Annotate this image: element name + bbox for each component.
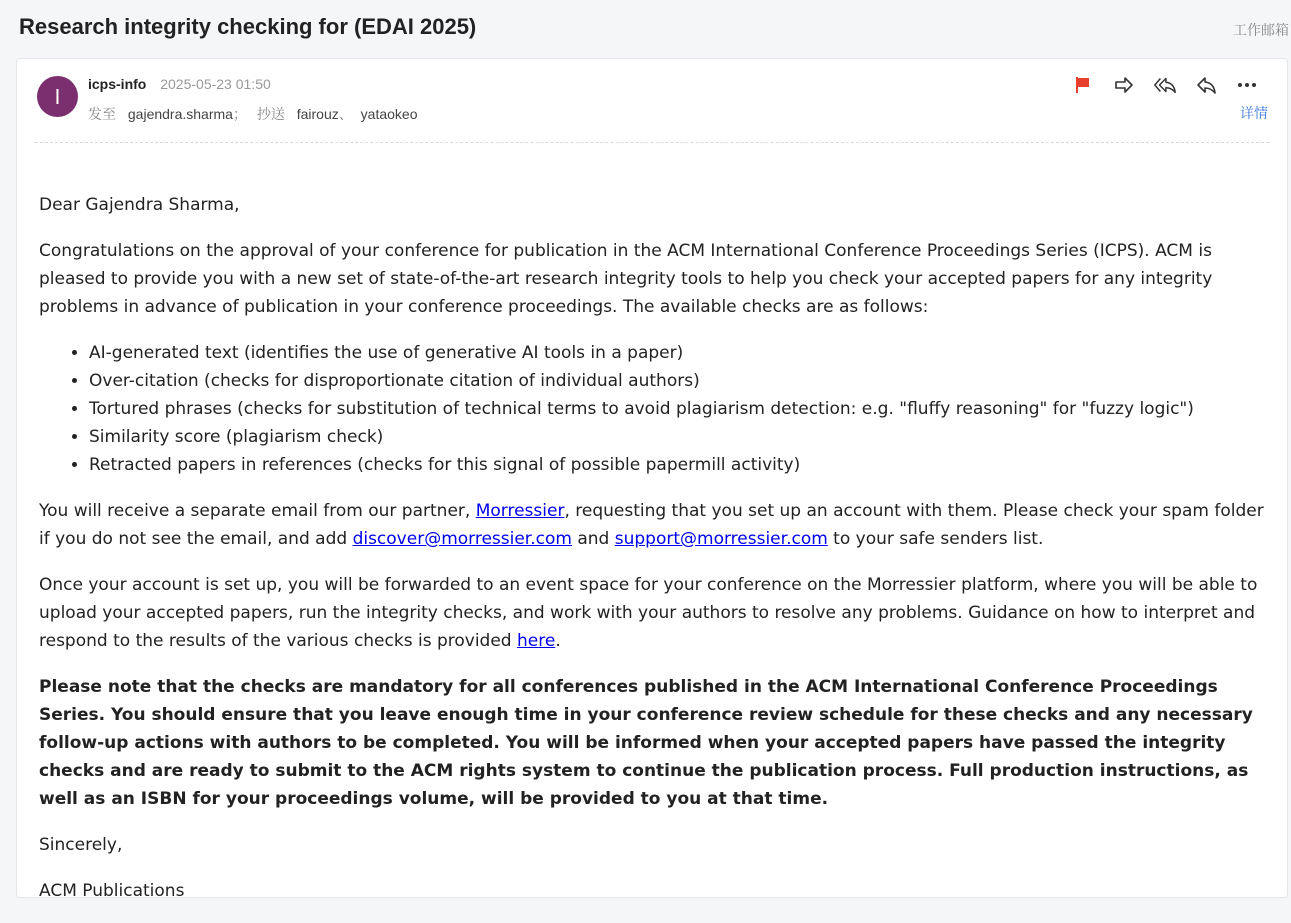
to-recipient[interactable]: gajendra.sharma — [127, 106, 233, 122]
to-label: 发至 — [88, 106, 116, 122]
flag-icon — [1074, 76, 1092, 94]
paragraph-text: to your safe senders list. — [827, 529, 1044, 549]
greeting: Dear Gajendra Sharma, — [39, 195, 240, 215]
signature: ACM Publications — [39, 881, 185, 901]
sender-line — [88, 76, 271, 92]
cc-label: 抄送 — [256, 106, 285, 122]
intro-paragraph: Congratulations on the approval of your conference for publication in the ACM International Conference Proceedings Series (ICPS). ACM is pleased to provide you with a new set of state-of-the-art research integrity tools to help you check your accepted papers for any integrity problems in advance of publication in your conference proceedings. The available checks are as follows: — [39, 241, 1213, 317]
list-item: • Similarity score (plagiarism check) — [89, 423, 1264, 451]
more-icon — [1237, 82, 1257, 88]
discover-email-link[interactable]: discover@morressier.com — [352, 529, 572, 549]
reply-all-icon — [1153, 75, 1177, 95]
closing: Sincerely, — [39, 835, 123, 855]
sender-name[interactable]: icps-info — [88, 76, 147, 92]
mandatory-note: Please note that the checks are mandatory for all conferences published in the ACM International Conference Proceedings Series. You should ensure that you leave enough time in your conference review schedule for these checks and any necessary follow-up actions with authors to be completed. You will be informed when your accepted papers have passed the integrity checks and are ready to submit to the ACM rights system to continue the publication process. Full production instructions, as well as an ISBN for your proceedings volume, will be provided to you at that time. — [39, 677, 1253, 809]
paragraph-text: Once your account is set up, you will be forwarded to an event space for your conference on the Morressier platform, where you will be able to upload your accepted papers, run the integrity checks, and work with your authors to resolve any problems. Guidance on how to interpret and respond to the results of the various checks is provided — [39, 575, 1258, 651]
mail-header-bar — [0, 0, 1291, 58]
reply-button[interactable] — [1194, 73, 1218, 97]
support-email-link[interactable]: support@morressier.com — [614, 529, 828, 549]
cc-recipient[interactable]: yataokeo — [360, 106, 418, 122]
paragraph-text: . — [555, 631, 561, 651]
account-paragraph — [39, 571, 1264, 655]
partner-paragraph — [39, 497, 1264, 553]
list-item: • AI-generated text (identifies the use of generative AI tools in a paper) — [89, 339, 1264, 367]
header-divider — [35, 142, 1269, 143]
mailbox-label[interactable]: 工作邮箱 — [1233, 22, 1289, 38]
recipient-separator: ； — [232, 106, 247, 122]
checks-list — [39, 339, 1264, 479]
paragraph-text: , requesting that you set up an account with them. Please check your spam folder if you do not see the email, and add — [39, 501, 1264, 549]
email-actions — [1071, 73, 1259, 97]
sender-avatar[interactable]: I — [37, 76, 78, 117]
paragraph-text: and — [571, 529, 615, 549]
flag-button[interactable] — [1071, 73, 1095, 97]
recipients-line — [88, 104, 417, 124]
email-subject: Research integrity checking for (EDAI 2025) — [19, 14, 477, 39]
list-item: • Over-citation (checks for disproportionate citation of individual authors) — [89, 367, 1264, 395]
reply-all-button[interactable] — [1153, 73, 1177, 97]
sent-time: 2025-05-23 01:50 — [160, 76, 271, 92]
forward-button[interactable] — [1112, 73, 1136, 97]
details-link[interactable]: 详情 — [1240, 105, 1268, 121]
guidance-here-link[interactable]: here — [517, 631, 556, 651]
cc-recipient[interactable]: fairouz — [296, 106, 339, 122]
recipient-separator: 、 — [338, 106, 353, 122]
list-item: • Tortured phrases (checks for substitution of technical terms to avoid plagiarism detection: e.g. "fluffy reasoning" for "fuzzy logic") — [89, 395, 1264, 423]
paragraph-text: You will receive a separate email from our partner, — [39, 501, 476, 521]
email-body — [39, 191, 1264, 923]
list-item: • Retracted papers in references (checks for this signal of possible papermill activity) — [89, 451, 1264, 479]
reply-icon — [1195, 75, 1217, 95]
email-card — [16, 58, 1288, 901]
more-button[interactable] — [1235, 73, 1259, 97]
morressier-link[interactable]: Morressier — [475, 501, 565, 521]
forward-icon — [1113, 75, 1135, 95]
